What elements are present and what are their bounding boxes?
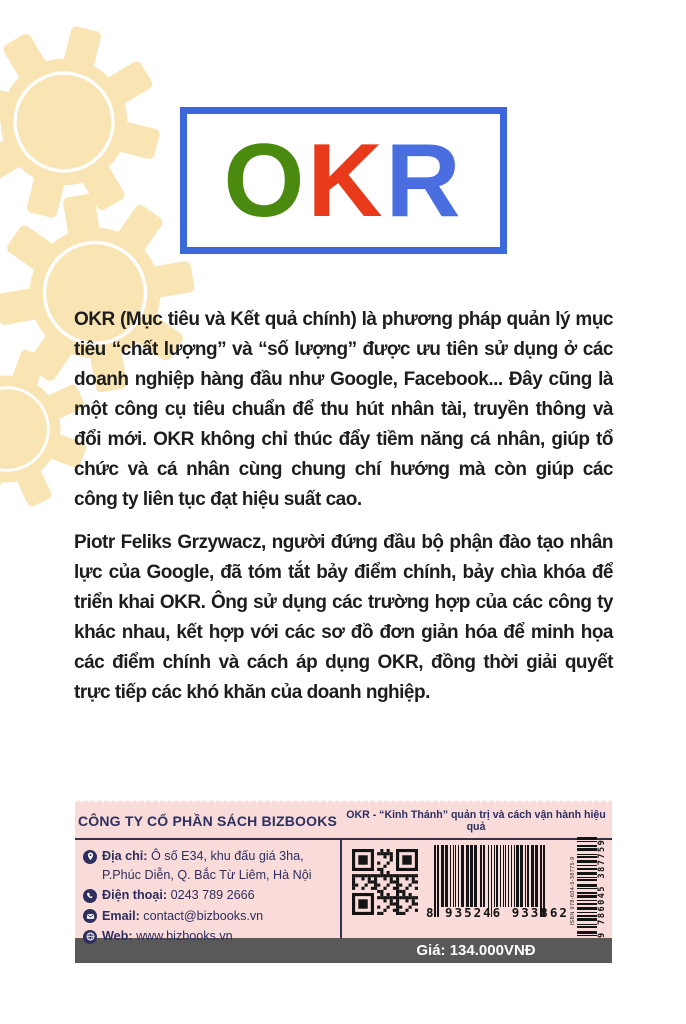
globe-icon (83, 930, 97, 944)
codes-area (342, 840, 612, 938)
contact-email-value: contact@bizbooks.vn (143, 908, 264, 923)
serrated-edge (75, 797, 612, 804)
location-pin-icon (83, 850, 97, 864)
isbn-label: ISBN 978-604-5-38775-9 (570, 856, 576, 926)
company-name: CÔNG TY CỔ PHẦN SÁCH BIZBOOKS (77, 813, 338, 829)
isbn-barcode-bars (577, 846, 597, 936)
contact-address (83, 847, 334, 884)
envelope-icon (83, 909, 97, 923)
description-paragraph-1: OKR (Mục tiêu và Kết quả chính) là phương pháp quản lý mục tiêu “chất lượng” và “số lượng” được ưu tiên sử dụng ở các doanh nghiệp hàng đầu như Google, Facebook... Đây cũng là một công cụ tiêu chuẩn để thu hút nhân tài, truyền thông và đổi mới. OKR không chỉ thúc đẩy tiềm năng cá nhân, giúp tổ chức và cá nhân cùng chung chí hướng mà còn giúp các công ty liên tục đạt hiệu suất cao. (74, 309, 613, 510)
isbn-barcode (570, 838, 608, 938)
isbn-number: 9 786045 387759 (597, 838, 607, 938)
ean-barcode-number: 8 935246 933862 (426, 905, 569, 920)
contact-phone (83, 886, 334, 905)
contact-address-value: Ô số E34, khu đấu giá 3ha, P.Phúc Diễn, Q. Bắc Từ Liêm, Hà Nội (102, 849, 312, 882)
contact-web (83, 927, 334, 946)
phone-icon (83, 889, 97, 903)
book-description (74, 305, 613, 721)
contact-phone-value: 0243 789 2666 (170, 888, 255, 902)
okr-logo-letter-k: K (307, 122, 386, 239)
contact-info (75, 840, 342, 943)
publisher-panel-header (75, 804, 612, 840)
ean-barcode (426, 845, 569, 933)
description-paragraph-2: Piotr Feliks Grzywacz, người đứng đầu bộ phận đào tạo nhân lực của Google, đã tóm tắt bảy điểm chính, bảy chìa khóa để triển khai OKR. Ông sử dụng các trường hợp của các công ty khác nhau, kết hợp với các sơ đồ đơn giản hóa để minh họa các điểm chính và cách áp dụng OKR, đồng thời giải quyết trực tiếp các khó khăn của doanh nghiệp. (74, 532, 613, 703)
book-tagline: OKR - “Kinh Thánh” quản trị và cách vận hành hiệu quả (346, 809, 606, 833)
contact-phone-label: Điện thoại: (102, 888, 168, 902)
okr-logo-letter-r: R (385, 122, 464, 239)
contact-email (83, 907, 334, 926)
price-label: Giá: 134.000VNĐ (416, 942, 536, 959)
contact-web-value: www.bizbooks.vn (136, 929, 233, 943)
okr-logo-letter-o: O (223, 122, 308, 239)
contact-web-label: Web: (102, 929, 133, 943)
qr-code (352, 849, 418, 915)
okr-logo (180, 107, 507, 254)
contact-email-label: Email: (102, 908, 140, 923)
contact-address-label: Địa chỉ: (102, 849, 148, 863)
publisher-panel (75, 797, 612, 963)
